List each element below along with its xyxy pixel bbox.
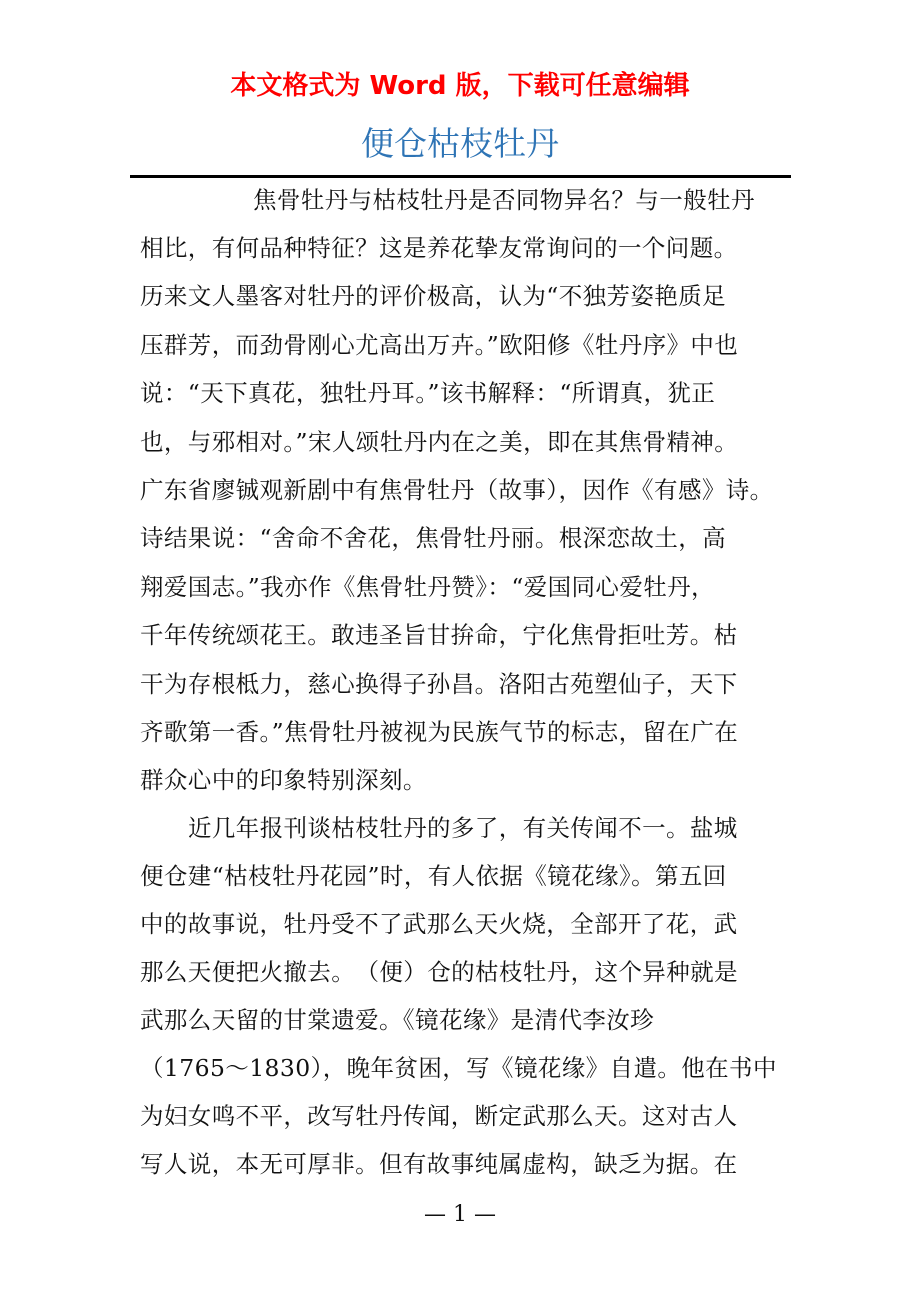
body-line: 为妇女鸣不平，改写牡丹传闻，断定武那么天。这对古人 <box>140 1102 738 1130</box>
document-title: 便仓枯枝牡丹 <box>361 124 559 163</box>
body-line: 也，与邪相对。”宋人颂牡丹内在之美，即在其焦骨精神。 <box>140 428 739 456</box>
body-line: 中的故事说，牡丹受不了武那么天火烧，全部开了花，武 <box>140 910 738 938</box>
body-line: 历来文人墨客对牡丹的评价极高，认为“不独芳姿艳质足 <box>140 282 727 310</box>
format-notice: 本文格式为 Word 版，下载可任意编辑 <box>230 71 690 101</box>
body-line: 翔爱国志。”我亦作《焦骨牡丹赞》：“爱国同心爱牡丹， <box>140 573 715 601</box>
page-number: — 1 — <box>424 1202 496 1227</box>
body-line: 千年传统颂花王。敢违圣旨甘拚命，宁化焦骨拒吐芳。枯 <box>140 621 738 649</box>
body-line: 武那么天留的甘棠遗爱。《镜花缘》是清代李汝珍 <box>140 1006 655 1034</box>
body-line: 近几年报刊谈枯枝牡丹的多了，有关传闻不一。盐城 <box>188 814 738 842</box>
body-line: 相比，有何品种特征？这是养花挚友常询问的一个问题。 <box>140 234 738 262</box>
body-line: 写人说，本无可厚非。但有故事纯属虚构，缺乏为据。在 <box>140 1150 738 1178</box>
body-line: 便仓建“枯枝牡丹花园”时，有人依据《镜花缘》。第五回 <box>140 862 727 890</box>
body-line: 说：“天下真花，独牡丹耳。”该书解释：“所谓真，犹正 <box>140 379 716 407</box>
body-line: 齐歌第一香。”焦骨牡丹被视为民族气节的标志，留在广在 <box>140 718 739 746</box>
body-line: 干为存根柢力，慈心换得子孙昌。洛阳古苑塑仙子，天下 <box>140 670 738 698</box>
body-line: 那么天便把火撤去。 （便）仓的枯枝牡丹，这个异种就是 <box>140 958 738 986</box>
body-line: （1765～1830），晚年贫困，写《镜花缘》自遣。他在书中 <box>140 1054 777 1082</box>
body-line: 焦骨牡丹与枯枝牡丹是否同物异名？与一般牡丹 <box>253 186 755 214</box>
body-line: 诗结果说：“舍命不舍花，焦骨牡丹丽。根深恋故土，高 <box>140 524 727 552</box>
body-line: 广东省廖铖观新剧中有焦骨牡丹（故事），因作《有感》诗。 <box>140 476 774 504</box>
body-line: 群众心中的印象特别深刻。 <box>140 766 427 794</box>
body-line: 压群芳，而劲骨刚心尤高出万卉。”欧阳修《牡丹序》中也 <box>140 331 739 359</box>
